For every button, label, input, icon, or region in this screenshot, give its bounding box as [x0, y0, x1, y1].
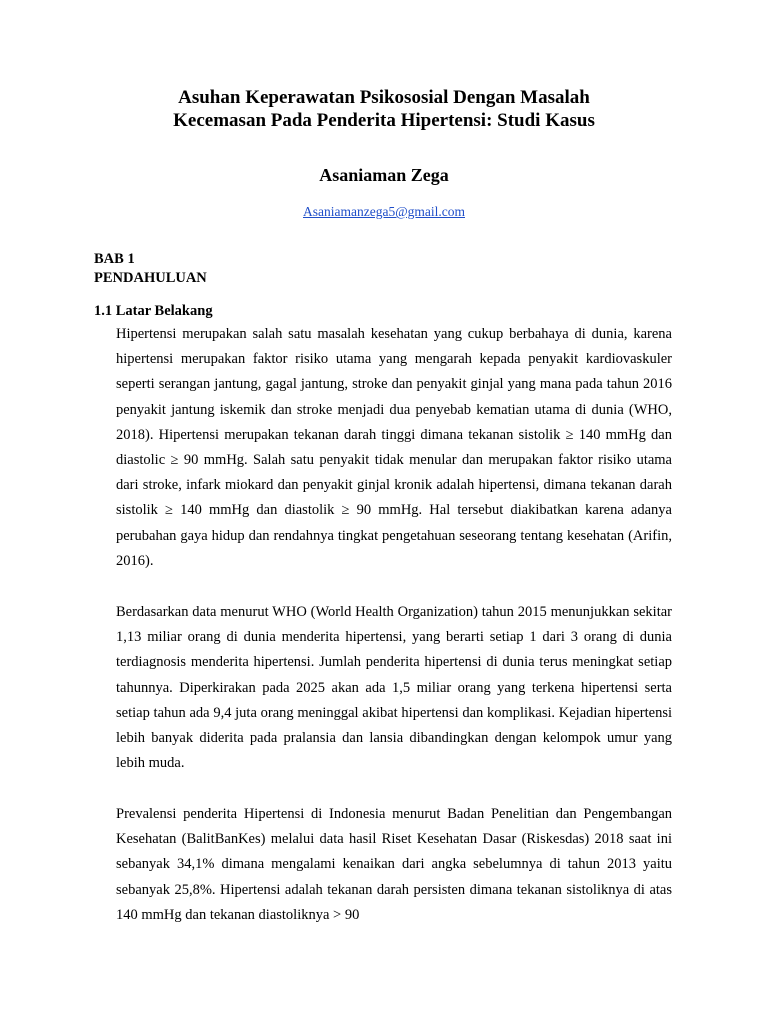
author-name: Asaniaman Zega	[319, 165, 449, 185]
author-email	[92, 203, 676, 221]
chapter-number: BAB 1	[94, 251, 135, 267]
section-heading: 1.1 Latar Belakang	[94, 303, 213, 319]
paper-title-line-2: Kecemasan Pada Penderita Hipertensi: Studi Kasus	[173, 110, 595, 131]
paper-title	[92, 86, 676, 132]
body-paragraph-2: Berdasarkan data menurut WHO (World Health Organization) tahun 2015 menunjukkan sekitar 1,13 miliar orang di dunia menderita hipertensi, yang berarti setiap 1 dari 3 orang di dunia terdiagnosis menderita hipertensi. Jumlah penderita hipertensi di dunia terus meningkat setiap tahunnya. Diperkirakan pada 2025 akan ada 1,5 miliar orang yang terkena hipertensi serta setiap tahun ada 9,4 juta orang meninggal akibat hipertensi dan komplikasi. Kejadian hipertensi lebih banyak diderita pada pralansia dan lansia dibandingkan dengan kelompok umur yang lebih muda.	[116, 604, 672, 772]
chapter-heading	[94, 250, 207, 288]
email-link[interactable]: Asaniamanzega5@gmail.com	[303, 204, 465, 219]
chapter-title: PENDAHULUAN	[94, 270, 207, 286]
body-paragraph-1: Hipertensi merupakan salah satu masalah kesehatan yang cukup berbahaya di dunia, karena hipertensi merupakan faktor risiko utama yang mengarah kepada penyakit kardiovaskuler seperti serangan jantung, gagal jantung, stroke dan penyakit ginjal yang mana pada tahun 2016 penyakit jantung iskemik dan stroke menjadi dua penyebab kematian utama di dunia (WHO, 2018). Hipertensi merupakan tekanan darah tinggi dimana tekanan sistolik ≥ 140 mmHg dan diastolic ≥ 90 mmHg. Salah satu penyakit tidak menular dan merupakan faktor risiko utama dari stroke, infark miokard dan penyakit ginjal kronik adalah hipertensi, dimana tekanan darah sistolik ≥ 140 mmHg dan diastolik ≥ 90 mmHg. Hal tersebut diakibatkan karena adanya perubahan gaya hidup dan rendahnya tingkat pengetahuan seseorang tentang kesehatan (Arifin, 2016).	[116, 326, 672, 569]
paper-title-line-1: Asuhan Keperawatan Psikososial Dengan Masalah	[178, 87, 590, 108]
body-paragraph-3: Prevalensi penderita Hipertensi di Indonesia menurut Badan Penelitian dan Pengembangan Kesehatan (BalitBanKes) melalui data hasil Riset Kesehatan Dasar (Riskesdas) 2018 saat ini sebanyak 34,1% dimana mengalami kenaikan dari angka sebelumnya di tahun 2013 yaitu sebanyak 25,8%. Hipertensi adalah tekanan darah persisten dimana tekanan sistoliknya di atas 140 mmHg dan tekanan diastoliknya > 90	[116, 806, 672, 923]
